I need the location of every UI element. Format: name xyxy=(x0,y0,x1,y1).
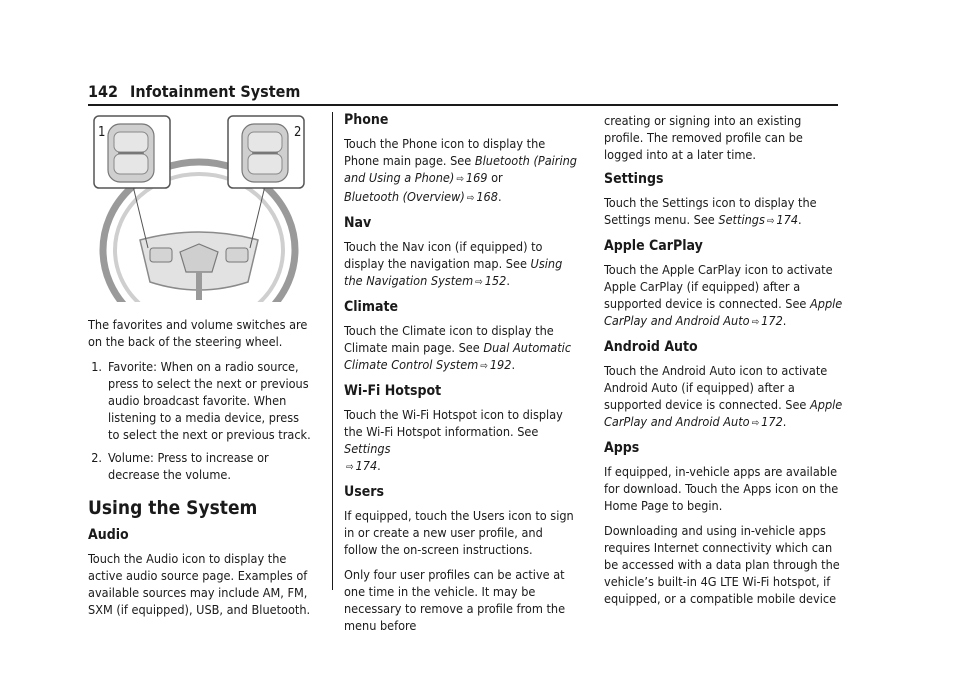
page-reference-arrow-icon: ⇨ xyxy=(475,277,483,288)
carplay-ref-link[interactable]: Apple CarPlay and Android Auto xyxy=(604,296,843,328)
wifi-page-link[interactable]: 174 xyxy=(355,458,378,473)
climate-page-link[interactable]: 192 xyxy=(489,357,512,372)
column-divider xyxy=(332,112,333,590)
android-ref-link[interactable]: Apple CarPlay and Android Auto xyxy=(604,397,843,429)
settings-ref-link[interactable]: Settings xyxy=(718,212,765,227)
callout-2: 2 xyxy=(294,125,302,140)
page-reference-arrow-icon: ⇨ xyxy=(456,174,464,185)
list-number: 1. xyxy=(91,359,102,374)
settings-text: Touch the Settings icon to display the Settings menu. See Settings ⇨ 174. xyxy=(604,195,817,227)
page-header xyxy=(88,82,838,104)
page-number: 142 xyxy=(88,82,119,101)
apps-text-1: If equipped, in-vehicle apps are available for download. Touch the Apps icon on the Home Page to begin. xyxy=(604,464,839,513)
page-reference-arrow-icon: ⇨ xyxy=(766,216,775,227)
climate-ref-link[interactable]: Dual Automatic Climate Control System xyxy=(344,340,572,372)
steering-wheel-figure xyxy=(88,112,310,302)
intro-text: The favorites and volume switches are on the back of the steering wheel. xyxy=(88,317,308,349)
carplay-body: Touch the Apple CarPlay icon to activate Apple CarPlay (if equipped) after a supported device is connected. See xyxy=(604,262,833,311)
android-text: Touch the Android Auto icon to activate Android Auto (if equipped) after a supported device is connected. See Apple CarPlay and Android Auto ⇨ 172. xyxy=(604,363,843,429)
phone-text: Touch the Phone icon to display the Phone main page. See Bluetooth (Pairing and Using a Phone) ⇨ 169 or Bluetooth (Overview) ⇨ 168. xyxy=(344,136,577,204)
page-reference-arrow-icon: ⇨ xyxy=(346,462,354,473)
list-number: 2. xyxy=(91,450,102,465)
list-text: Favorite: When on a radio source, press to select the next or previous audio broadcast favorite. When listening to a media device, press to select the next or previous track. xyxy=(108,359,311,442)
android-heading: Android Auto xyxy=(604,339,698,355)
carplay-page-link[interactable]: 172 xyxy=(761,313,783,328)
wifi-ref-link[interactable]: Settings xyxy=(344,441,391,456)
nav-body: Touch the Nav icon (if equipped) to display the navigation map. See xyxy=(344,239,543,271)
phone-ref-1: Bluetooth (Pairing and Using a Phone) xyxy=(344,153,577,185)
audio-heading: Audio xyxy=(88,527,129,543)
users-continued-text: creating or signing into an existing profile. The removed profile can be logged into at a later time. xyxy=(604,113,803,162)
android-body: Touch the Android Auto icon to activate Android Auto (if equipped) after a supported device is connected. See xyxy=(604,363,828,412)
page-reference-arrow-icon: ⇨ xyxy=(751,317,760,328)
phone-page-link-2[interactable]: 168 xyxy=(476,189,498,204)
audio-text: Touch the Audio icon to display the active audio source page. Examples of available sources may include AM, FM, SXM (if equipped), USB, and Bluetooth. xyxy=(88,551,311,617)
phone-heading: Phone xyxy=(344,112,389,128)
section-title: Infotainment System xyxy=(130,82,301,101)
phone-ref-link-2[interactable] xyxy=(344,189,465,204)
page-reference-arrow-icon: ⇨ xyxy=(751,418,760,429)
nav-ref-link[interactable]: Using the Navigation System xyxy=(344,256,563,288)
apps-text-2: Downloading and using in-vehicle apps requires Internet connectivity which can be accessed with a data plan through the vehicle’s built-in 4G LTE Wi-Fi hotspot, if equipped, or a compatible mobile device xyxy=(604,523,840,606)
android-page-link[interactable]: 172 xyxy=(761,414,783,429)
phone-or: or xyxy=(487,170,503,185)
users-text-2: Only four user profiles can be active at one time in the vehicle. It may be necessary to remove a profile from the menu before xyxy=(344,567,566,633)
climate-heading: Climate xyxy=(344,299,399,315)
settings-page-link[interactable]: 174 xyxy=(776,212,799,227)
page-reference-arrow-icon: ⇨ xyxy=(466,193,475,204)
settings-body: Touch the Settings icon to display the Settings menu. See xyxy=(604,195,817,227)
wifi-heading: Wi-Fi Hotspot xyxy=(344,383,442,399)
wifi-text: Touch the Wi-Fi Hotspot icon to display the Wi-Fi Hotspot information. See Settings ⇨ 174. xyxy=(344,407,563,473)
list-item xyxy=(88,449,313,483)
phone-body: Touch the Phone icon to display the Phone main page. See xyxy=(344,136,546,168)
page-reference-arrow-icon: ⇨ xyxy=(480,361,488,372)
list-item xyxy=(88,358,313,443)
users-text-1: If equipped, touch the Users icon to sign in or create a new user profile, and follow the on-screen instructions. xyxy=(344,508,574,557)
nav-heading: Nav xyxy=(344,215,372,231)
nav-page-link[interactable]: 152 xyxy=(484,273,507,288)
list-text: Volume: Press to increase or decrease the volume. xyxy=(108,450,269,482)
carplay-heading: Apple CarPlay xyxy=(604,238,703,254)
climate-text: Touch the Climate icon to display the Climate main page. See Dual Automatic Climate Control System ⇨ 192. xyxy=(344,323,572,372)
settings-heading: Settings xyxy=(604,171,664,187)
nav-text: Touch the Nav icon (if equipped) to display the navigation map. See Using the Navigation System ⇨ 152. xyxy=(344,239,563,288)
header-rule xyxy=(88,104,838,106)
column-2 xyxy=(344,112,579,642)
phone-ref-2: Bluetooth (Overview) xyxy=(344,189,465,204)
using-system-heading: Using the System xyxy=(88,497,258,519)
carplay-text: Touch the Apple CarPlay icon to activate Apple CarPlay (if equipped) after a supported device is connected. See Apple CarPlay and Android Auto ⇨ 172. xyxy=(604,262,843,328)
phone-page-link-1[interactable]: 169 xyxy=(465,170,488,185)
apps-heading: Apps xyxy=(604,440,640,456)
users-heading: Users xyxy=(344,484,384,500)
column-3 xyxy=(604,112,844,615)
wifi-body: Touch the Wi-Fi Hotspot icon to display the Wi-Fi Hotspot information. See xyxy=(344,407,563,439)
column-1 xyxy=(88,112,313,626)
callout-1: 1 xyxy=(98,125,106,140)
climate-body: Touch the Climate icon to display the Climate main page. See xyxy=(344,323,554,355)
